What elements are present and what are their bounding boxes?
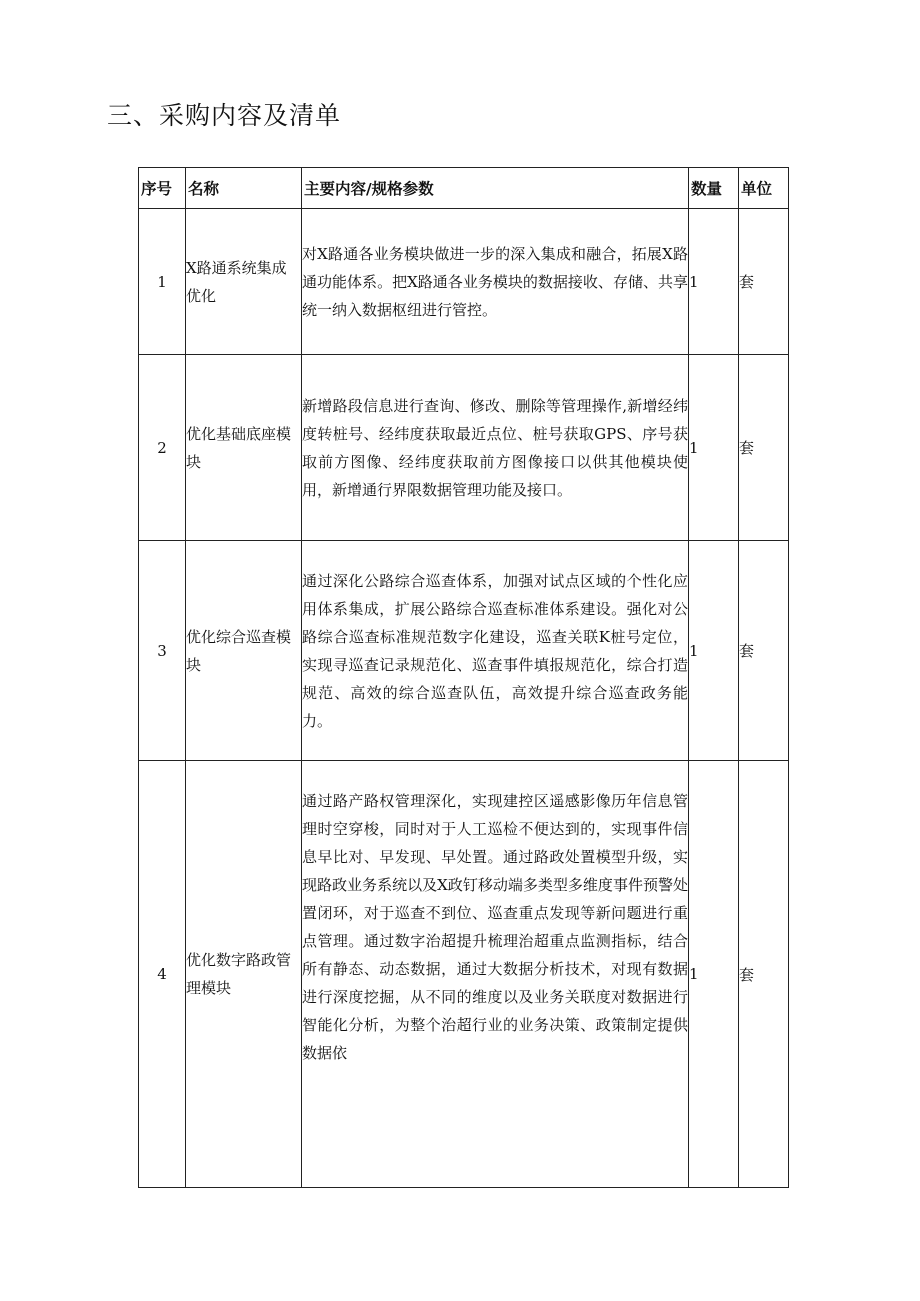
row-name: 优化数字路政管理模块 [186,761,302,1188]
row-name: 优化综合巡查模块 [186,541,302,761]
table-row [139,541,789,761]
header-unit: 单位 [739,168,789,209]
row-index: 4 [139,761,186,1188]
table-row [139,761,789,1188]
section-title: 三、采购内容及清单 [107,101,342,130]
row-name: X路通系统集成优化 [186,209,302,355]
header-qty: 数量 [689,168,739,209]
row-index: 2 [139,355,186,541]
row-spec: 通过路产路权管理深化，实现建控区遥感影像历年信息管理时空穿梭，同时对于人工巡检不便达到的，实现事件信息早比对、早发现、早处置。通过路政处置模型升级，实现路政业务系统以及X政钉移动端多类型多维度事件预警处置闭环，对于巡查不到位、巡查重点发现等新问题进行重点管理。通过数字治超提升梳理治超重点监测指标，结合所有静态、动态数据，通过大数据分析技术，对现有数据进行深度挖掘，从不同的维度以及业务关联度对数据进行智能化分析，为整个治超行业的业务决策、政策制定提供数据依 [302,761,689,1188]
row-name: 优化基础底座模块 [186,355,302,541]
row-spec: 对X路通各业务模块做进一步的深入集成和融合，拓展X路通功能体系。把X路通各业务模块的数据接收、存储、共享统一纳入数据枢纽进行管控。 [302,209,689,355]
row-unit: 套 [739,209,789,355]
row-qty: 1 [689,761,739,1188]
row-unit: 套 [739,541,789,761]
row-index: 1 [139,209,186,355]
table-row [139,355,789,541]
row-unit: 套 [739,761,789,1188]
row-unit: 套 [739,355,789,541]
header-index: 序号 [139,168,186,209]
row-qty: 1 [689,541,739,761]
procurement-table [138,167,789,1188]
header-name: 名称 [186,168,302,209]
row-qty: 1 [689,209,739,355]
row-qty: 1 [689,355,739,541]
row-index: 3 [139,541,186,761]
table-header-row [139,168,789,209]
row-spec: 新增路段信息进行查询、修改、删除等管理操作,新增经纬度转桩号、经纬度获取最近点位、桩号获取GPS、序号获取前方图像、经纬度获取前方图像接口以供其他模块使用，新增通行界限数据管理功能及接口。 [302,355,689,541]
row-spec: 通过深化公路综合巡查体系，加强对试点区域的个性化应用体系集成，扩展公路综合巡查标准体系建设。强化对公路综合巡查标准规范数字化建设，巡查关联K桩号定位，实现寻巡查记录规范化、巡查事件填报规范化，综合打造规范、高效的综合巡查队伍，高效提升综合巡查政务能力。 [302,541,689,761]
header-spec: 主要内容/规格参数 [302,168,689,209]
table-row [139,209,789,355]
